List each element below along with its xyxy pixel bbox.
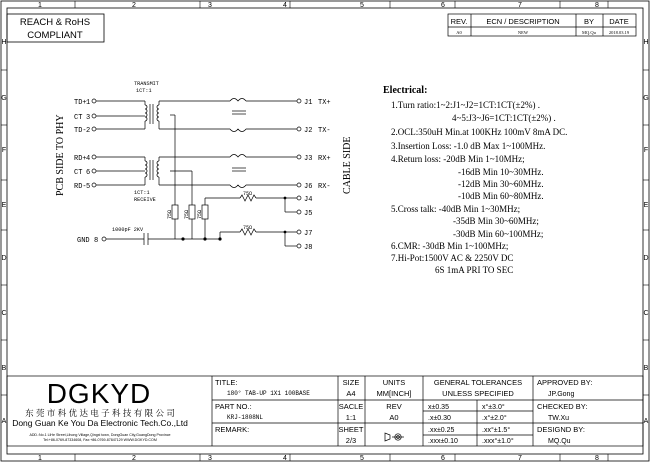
- tolerance-linear: x±0.35: [428, 404, 449, 411]
- capacitor-label: 1000pF 2KV: [112, 227, 144, 233]
- right-pin-name: J3: [304, 155, 313, 163]
- col-label: 5: [360, 2, 364, 9]
- pin-terminal: [297, 210, 301, 214]
- electrical-line: 7.Hi-Pot:1500V AC & 2250V DC: [391, 253, 514, 263]
- electrical-line: 4.Return loss: -20dB Min 1~10MHz;: [391, 154, 525, 164]
- col-label: 1: [38, 2, 42, 9]
- row-label: H: [1, 39, 7, 46]
- pin-terminal: [297, 244, 301, 248]
- row-label: E: [643, 202, 649, 209]
- col-label: 2: [132, 2, 136, 9]
- right-pin-name: J5: [304, 210, 313, 218]
- col-label: 5: [360, 455, 364, 462]
- left-pin-num: 2: [86, 127, 91, 135]
- by-header: BY: [583, 17, 595, 26]
- col-label: 6: [441, 2, 445, 9]
- tolerance-title: GENERAL TOLERANCES: [433, 378, 523, 387]
- sheet-value: 2/3: [345, 436, 357, 445]
- electrical-line: -30dB Min 60~100MHz;: [453, 229, 544, 239]
- left-pin-num: 1: [86, 99, 91, 107]
- left-pin-num: 6: [86, 169, 91, 177]
- compliance-box: [7, 14, 104, 42]
- row-label: A: [643, 418, 649, 425]
- left-pin-name: RD+: [74, 155, 87, 163]
- resistor-label: 75Ω: [197, 209, 203, 219]
- electrical-title: Electrical:: [383, 85, 428, 96]
- title-value: 180° TAB-UP 1X1 100BASE: [227, 390, 310, 397]
- tolerance-subtitle: UNLESS SPECIFIED: [442, 389, 514, 398]
- compliance-line2: COMPLIANT: [27, 30, 83, 41]
- pin-terminal: [297, 230, 301, 234]
- units-value: MM[INCH]: [376, 389, 412, 398]
- pin-terminal: [92, 114, 96, 118]
- electrical-line: 6.CMR: -30dB Min 1~100MHz;: [391, 241, 509, 251]
- pin-terminal: [297, 99, 301, 103]
- pin-terminal: [297, 155, 301, 159]
- left-pin-name: TD-: [74, 127, 87, 135]
- row-label: H: [643, 39, 649, 46]
- resistor-label: 75Ω: [243, 225, 253, 231]
- by-cell: MQ.Qu: [582, 30, 596, 35]
- scale-value: 1:1: [345, 413, 357, 422]
- electrical-line: 4~5:J3~J6=1CT:1CT(±2%) .: [452, 113, 556, 123]
- cable-side-label: CABLE SIDE: [342, 136, 353, 194]
- company-logo: DGKYD: [46, 378, 152, 409]
- tolerance-angular: x°±3.0°: [482, 404, 505, 411]
- row-label: E: [1, 202, 7, 209]
- right-pin-signal: TX-: [318, 127, 331, 135]
- row-label: F: [1, 147, 7, 154]
- left-pin-num: 3: [86, 114, 91, 122]
- row-label: B: [1, 365, 7, 372]
- pin-terminal: [102, 237, 106, 241]
- company-contact: Tel:+86-0769-87334608, Fax:+86-0769-87847129 WWW.DGKYD.COM: [43, 438, 157, 442]
- left-pin-num: 5: [86, 183, 91, 191]
- pin-terminal: [92, 99, 96, 103]
- gnd-label: GND: [77, 237, 90, 245]
- date-cell: 2018.03.19: [608, 30, 630, 35]
- date-header: DATE: [609, 17, 629, 26]
- col-label: 3: [208, 455, 212, 462]
- right-pin-name: J7: [304, 230, 313, 238]
- units-label: UNITS: [382, 378, 406, 387]
- right-pin-name: J8: [304, 244, 313, 252]
- pin-terminal: [92, 155, 96, 159]
- electrical-line: 3.Insertion Loss: -1.0 dB Max 1~100MHz.: [391, 141, 546, 151]
- part-value: KRJ-1808NL: [227, 414, 264, 421]
- electrical-line: -10dB Min 60~80MHz.: [458, 191, 544, 201]
- right-pin-signal: RX-: [318, 183, 331, 191]
- col-label: 8: [595, 2, 599, 9]
- pin-terminal: [92, 169, 96, 173]
- tolerance-angular: .x°±2.0°: [482, 415, 507, 422]
- row-label: B: [643, 365, 649, 372]
- size-label: SIZE: [342, 378, 360, 387]
- pin-terminal: [92, 127, 96, 131]
- tolerance-linear: .xxx±0.10: [428, 438, 458, 445]
- tolerance-linear: .x±0.30: [428, 415, 451, 422]
- left-pin-name: CT: [74, 114, 83, 122]
- pcb-side-label: PCB SIDE TO PHY: [55, 114, 66, 196]
- row-label: D: [1, 255, 7, 262]
- row-label: A: [1, 418, 7, 425]
- title-label: TITLE:: [215, 378, 238, 387]
- right-pin-name: J1: [304, 99, 313, 107]
- right-pin-name: J6: [304, 183, 313, 191]
- designed-label: DESIGND BY:: [537, 425, 585, 434]
- gnd-pin: 8: [94, 237, 99, 245]
- right-pin-name: J4: [304, 196, 313, 204]
- col-label: 1: [38, 455, 42, 462]
- tolerance-angular: .xxx°±1.0°: [482, 438, 514, 445]
- row-label: C: [643, 310, 649, 317]
- col-label: 2: [132, 455, 136, 462]
- row-label: D: [643, 255, 649, 262]
- receive-label: RECEIVE: [134, 197, 156, 203]
- col-label: 8: [595, 455, 599, 462]
- transmit-ratio: 1CT:1: [136, 88, 152, 94]
- electrical-line: 5.Cross talk: -40dB Min 1~30MHz;: [391, 204, 521, 214]
- ecn-header: ECN / DESCRIPTION: [486, 17, 560, 26]
- rev-value: A0: [389, 413, 399, 422]
- electrical-line: 1.Turn ratio:1~2:J1~J2=1CT:1CT(±2%) .: [391, 100, 540, 110]
- row-label: C: [1, 310, 7, 317]
- col-label: 7: [518, 2, 522, 9]
- left-pin-num: 4: [86, 155, 91, 163]
- designed-value: MQ.Qu: [548, 438, 571, 445]
- transmit-label: TRANSMIT: [134, 81, 159, 87]
- left-pin-name: CT: [74, 169, 83, 177]
- approved-value: JP.Gong: [548, 391, 575, 398]
- row-label: G: [1, 95, 7, 102]
- receive-ratio: 1CT:1: [134, 190, 150, 196]
- row-label: F: [643, 147, 649, 154]
- checked-value: TW.Xu: [548, 415, 570, 422]
- electrical-line: 6S 1mA PRI TO SEC: [435, 265, 514, 275]
- pin-terminal: [297, 183, 301, 187]
- scale-label: SACLE: [338, 402, 364, 411]
- left-pin-name: RD-: [74, 183, 87, 191]
- remark-label: REMARK:: [215, 425, 250, 434]
- col-label: 6: [441, 455, 445, 462]
- company-name-en: Dong Guan Ke You Da Electronic Tech.Co.,Ltd: [12, 418, 188, 428]
- compliance-line1: REACH & RoHS: [19, 17, 91, 28]
- schematic: [96, 99, 297, 247]
- row-label: G: [643, 95, 649, 102]
- resistor-label: 75Ω: [184, 209, 190, 219]
- rev-header: REV.: [450, 17, 468, 26]
- ecn-cell: NEW: [517, 30, 529, 35]
- resistor-label: 75Ω: [167, 209, 173, 219]
- resistor-label: 75Ω: [243, 191, 253, 197]
- tolerance-angular: .xx°±1.5°: [482, 427, 511, 434]
- col-label: 4: [283, 455, 287, 462]
- col-label: 7: [518, 455, 522, 462]
- electrical-line: -16dB Min 10~30MHz.: [458, 167, 544, 177]
- pin-terminal: [297, 127, 301, 131]
- pin-terminal: [92, 183, 96, 187]
- rev-label: REV: [386, 402, 402, 411]
- electrical-line: -12dB Min 30~60MHz.: [458, 179, 544, 189]
- company-address: ADD.:No.1 LiHe Street,Lihong Village,Qingxi town, DongGuan City,GuangDong Province: [29, 433, 171, 437]
- right-pin-signal: TX+: [318, 99, 331, 107]
- size-value: A4: [346, 389, 356, 398]
- electrical-line: -35dB Min 30~60MHz;: [453, 216, 539, 226]
- part-label: PART NO.:: [215, 402, 252, 411]
- left-pin-name: TD+: [74, 99, 87, 107]
- col-label: 4: [283, 2, 287, 9]
- electrical-line: 2.OCL:350uH Min.at 100KHz 100mV 8mA DC.: [391, 127, 568, 137]
- right-pin-signal: RX+: [318, 155, 331, 163]
- approved-label: APPROVED BY:: [537, 378, 593, 387]
- rev-cell: A0: [456, 30, 462, 35]
- company-name-cn: 东 莞 市 科 优 达 电 子 科 技 有 限 公 司: [25, 408, 175, 418]
- col-label: 3: [208, 2, 212, 9]
- pin-terminal: [297, 196, 301, 200]
- checked-label: CHECKED BY:: [537, 402, 588, 411]
- right-pin-name: J2: [304, 127, 313, 135]
- sheet-label: SHEET: [338, 425, 364, 434]
- tolerance-linear: .xx±0.25: [428, 427, 455, 434]
